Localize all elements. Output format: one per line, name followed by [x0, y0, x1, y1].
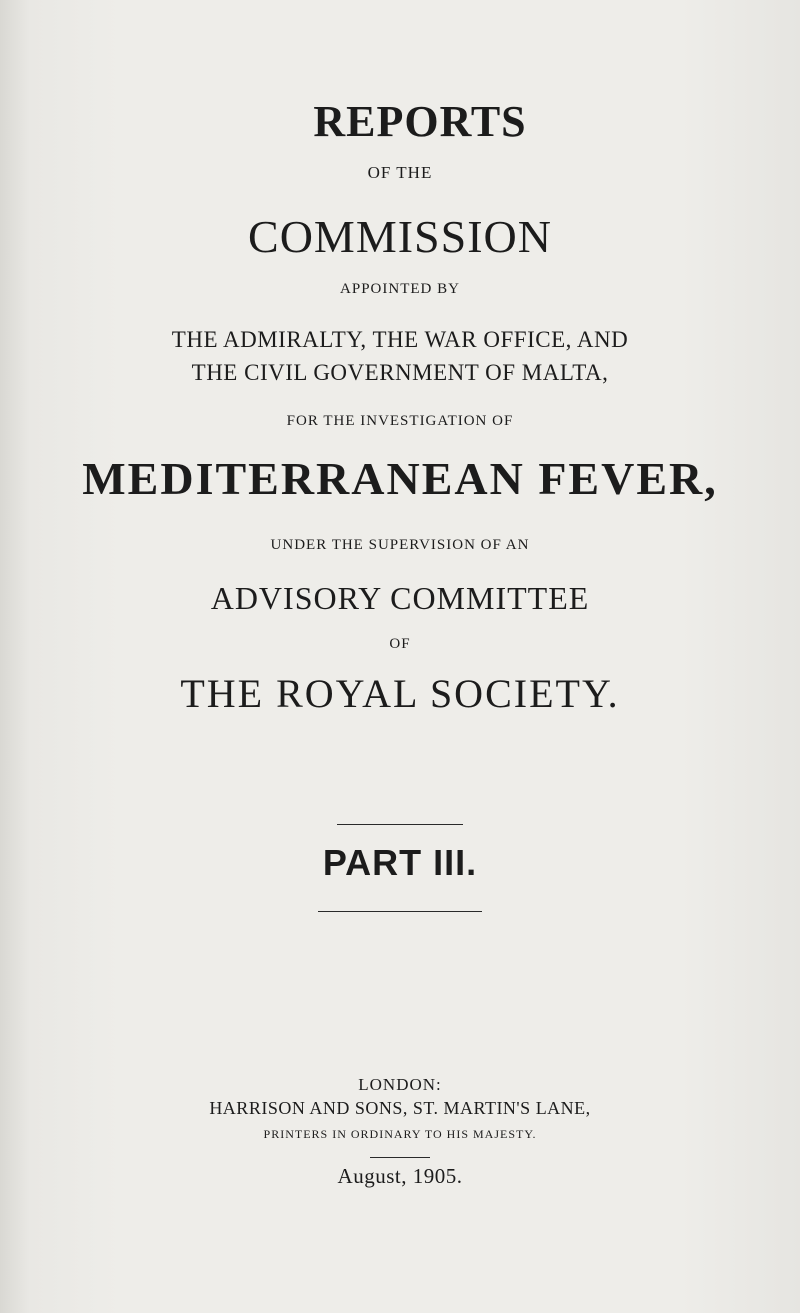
text-of: OF — [389, 636, 411, 652]
heading-committee: ADVISORY COMMITTEE — [210, 580, 590, 616]
heading-society: THE ROYAL SOCIETY. — [180, 671, 620, 716]
imprint-publisher: HARRISON AND SONS, ST. MARTIN'S LANE, — [209, 1098, 591, 1118]
heading-subject: MEDITERRANEAN FEVER, — [82, 453, 718, 504]
text-authorities-line2: THE CIVIL GOVERNMENT OF MALTA, — [191, 360, 609, 385]
text-under-supervision: UNDER THE SUPERVISION OF AN — [270, 537, 530, 553]
text-appointed-by: APPOINTED BY — [340, 281, 460, 297]
heading-commission: COMMISSION — [248, 211, 552, 262]
text-for-investigation: FOR THE INVESTIGATION OF — [286, 413, 514, 429]
divider-imprint — [370, 1157, 430, 1158]
heading-part: PART III. — [322, 842, 478, 883]
text-authorities-line1: THE ADMIRALTY, THE WAR OFFICE, AND — [171, 327, 629, 352]
divider-bottom — [318, 911, 482, 912]
imprint-date: August, 1905. — [337, 1164, 463, 1188]
text-of-the: OF THE — [367, 163, 433, 182]
divider-top — [337, 824, 463, 825]
imprint-printers-note: PRINTERS IN ORDINARY TO HIS MAJESTY. — [263, 1127, 537, 1141]
imprint-city: LONDON: — [358, 1075, 442, 1094]
heading-reports: REPORTS — [313, 97, 527, 146]
